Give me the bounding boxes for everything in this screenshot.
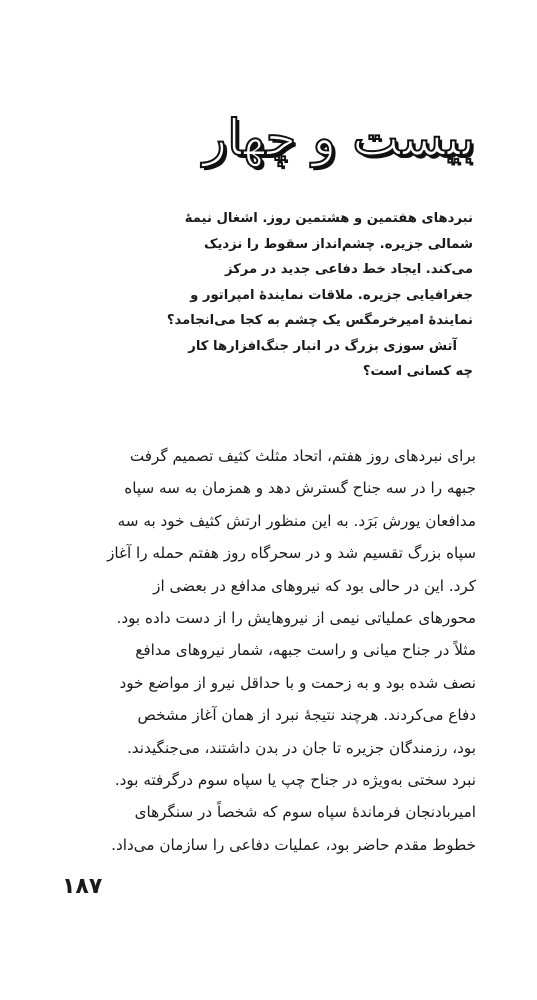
summary-line: نمایندهٔ امیرخرمگس یک چشم به کجا می‌انجامد؟ bbox=[166, 313, 473, 328]
summary-line: نبردهای هفتمین و هشتمین روز. اشغال نیمهٔ bbox=[184, 211, 473, 226]
body-line: محورهای عملیاتی نیمی از نیروهایش را از دست داده بود. bbox=[116, 608, 476, 627]
page-number: ۱۸۷ bbox=[62, 874, 103, 899]
chapter-summary bbox=[63, 206, 473, 385]
body-line: مثلاً در جناح میانی و راست جبهه، شمار نیروهای مدافع bbox=[135, 641, 476, 660]
body-line: نبرد سختی به‌ویژه در جناح چپ یا سپاه سوم درگرفته بود. bbox=[114, 770, 476, 789]
body-line: بود، رزمندگان جزیره تا جان در بدن داشتند، می‌جنگیدند. bbox=[126, 738, 476, 757]
body-line: خطوط مقدم حاضر بود، عملیات دفاعی را سازمان می‌داد. bbox=[111, 835, 476, 854]
chapter-title: بیست و چهار bbox=[203, 109, 475, 167]
body-line: مدافعان یورش بَرَد. به این منظور ارتش کثیف خود به سه bbox=[117, 511, 476, 530]
summary-line: آتش سوزی بزرگ در انبار جنگ‌افزارها کار bbox=[188, 338, 457, 354]
summary-line: شمالی جزیره. چشم‌انداز سقوط را نزدیک bbox=[203, 236, 473, 252]
summary-line: می‌کند. ایجاد خط دفاعی جدید در مرکز bbox=[224, 262, 473, 277]
summary-line: چه کسانی است؟ bbox=[362, 364, 473, 379]
body-line: کرد. این در حالی بود که نیروهای مدافع در بعضی از bbox=[153, 576, 476, 595]
body-line: دفاع می‌کردند. هرچند نتیجهٔ نبرد از همان آغاز مشخص bbox=[137, 706, 476, 725]
body-line: سپاه بزرگ تقسیم شد و در سحرگاه روز هفتم حمله را آغاز bbox=[107, 544, 476, 563]
body-line: نصف شده بود و به زحمت و با حداقل نیرو از مواضع خود bbox=[119, 673, 476, 692]
body-line: امیربادنجان فرماندهٔ سپاه سوم که شخصاً در سنگرهای bbox=[134, 803, 476, 822]
body-line: برای نبردهای روز هفتم، اتحاد مثلث کثیف تصمیم گرفت bbox=[129, 447, 476, 465]
summary-line: جغرافیایی جزیره. ملاقات نمایندهٔ امپراتور و bbox=[190, 287, 473, 303]
body-paragraph bbox=[63, 440, 476, 861]
body-line: جبهه را در سه جناح گسترش دهد و همزمان به سه سپاه bbox=[124, 479, 476, 498]
